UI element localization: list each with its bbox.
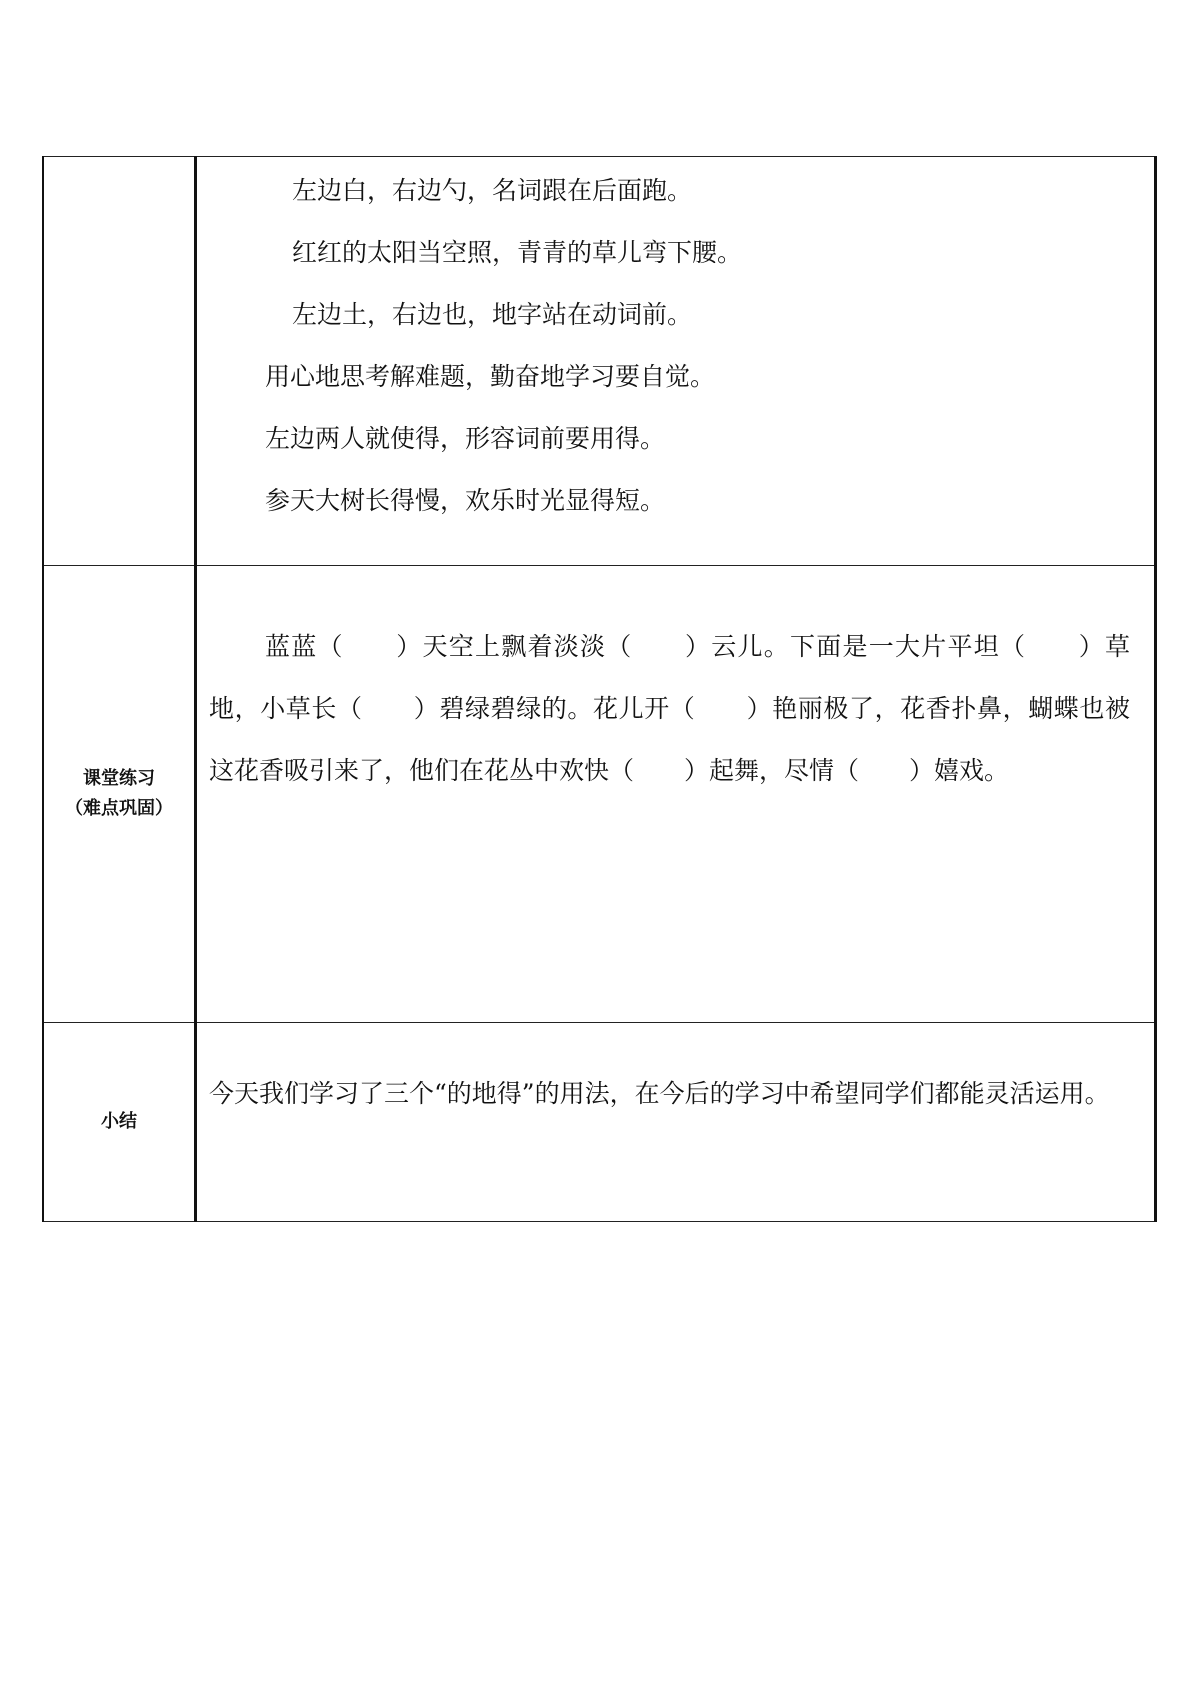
exercise-sublabel: （难点巩固） xyxy=(65,798,173,819)
rhyme-line: 参天大树长得慢，欢乐时光显得短。 xyxy=(265,486,666,515)
exercise-row xyxy=(43,566,1156,1023)
rhyme-label-cell xyxy=(43,157,196,566)
exercise-text: 蓝蓝（ ）天空上飘着淡淡（ ）云儿。下面是一大片平坦（ ）草地，小草长（ ）碧绿碧绿的。花儿开（ ）艳丽极了，花香扑鼻，蝴蝶也被这花香吸引来了，他们在花丛中欢快（ ）起舞，尽情（ ）嬉戏。 xyxy=(209,632,1130,785)
rhyme-block xyxy=(197,157,1154,532)
summary-label-cell xyxy=(43,1023,196,1222)
summary-text: 今天我们学习了三个“的地得”的用法，在今后的学习中希望同学们都能灵活运用。 xyxy=(209,1079,1110,1108)
rhyme-row xyxy=(43,157,1156,566)
exercise-label: 课堂练习 xyxy=(83,768,155,789)
rhyme-line: 红红的太阳当空照，青青的草儿弯下腰。 xyxy=(292,238,743,267)
rhyme-content-cell xyxy=(196,157,1156,566)
exercise-label-cell xyxy=(43,566,196,1023)
exercise-content-cell xyxy=(196,566,1156,1023)
lesson-table xyxy=(42,156,1157,1222)
rhyme-line: 左边两人就使得，形容词前要用得。 xyxy=(265,424,666,453)
summary-row xyxy=(43,1023,1156,1222)
rhyme-line: 左边白，右边勺，名词跟在后面跑。 xyxy=(292,176,693,205)
rhyme-line: 用心地思考解难题，勤奋地学习要自觉。 xyxy=(265,362,716,391)
summary-label: 小结 xyxy=(101,1111,137,1132)
rhyme-line: 左边土，右边也，地字站在动词前。 xyxy=(292,300,693,329)
summary-content-cell xyxy=(196,1023,1156,1222)
